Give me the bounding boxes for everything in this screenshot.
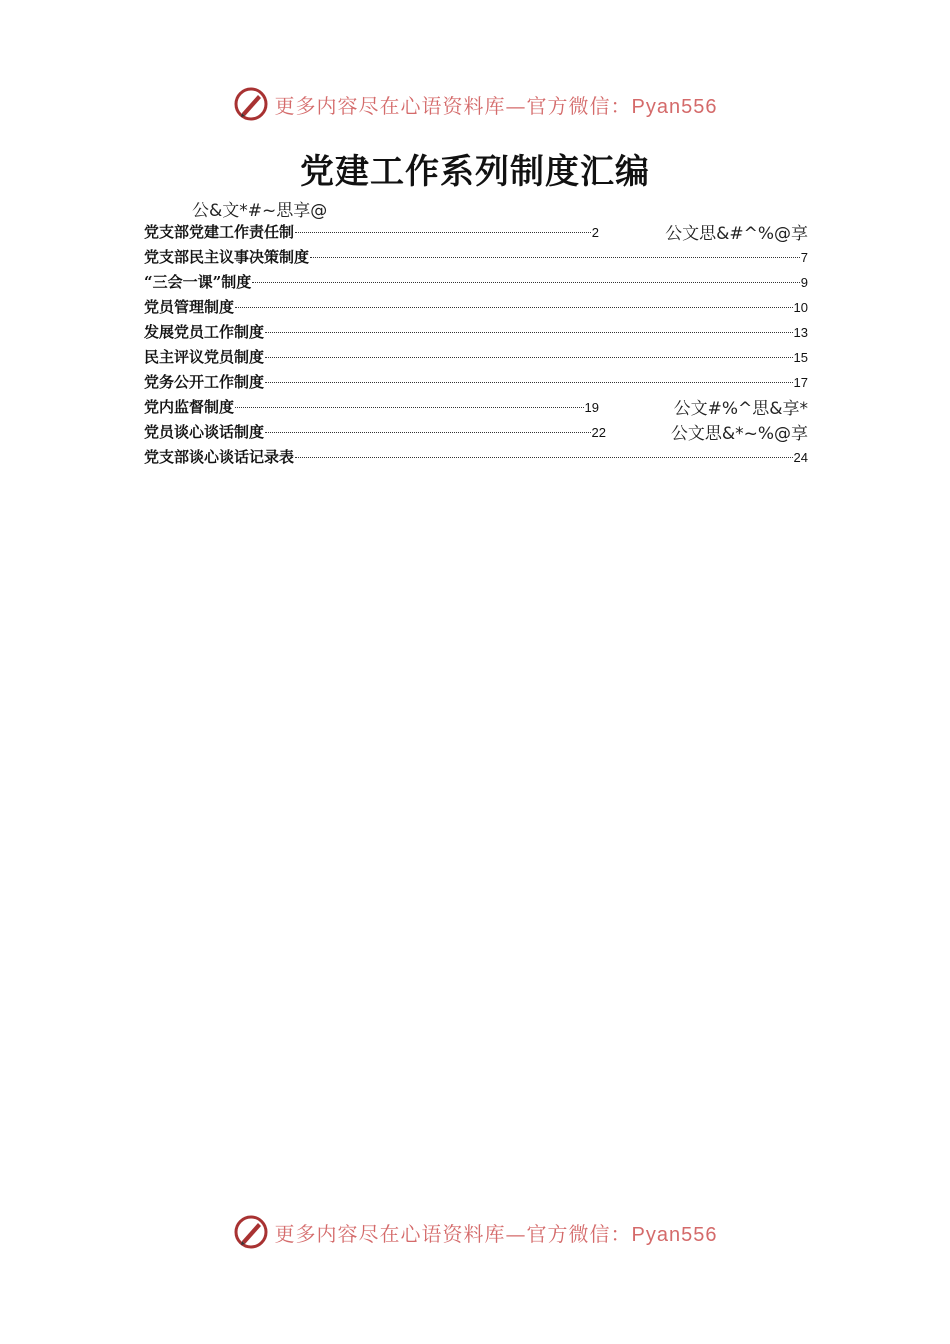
toc-entry-title: 民主评议党员制度 xyxy=(144,348,265,366)
toc-entry-title: 党支部谈心谈话记录表 xyxy=(144,448,295,466)
toc-entry[interactable] xyxy=(144,445,808,470)
toc-entry-title: “三会一课”制度 xyxy=(144,273,252,291)
toc-entry-page: 2 xyxy=(591,225,599,240)
toc-entry[interactable] xyxy=(144,270,808,295)
toc-entry-page: 24 xyxy=(793,450,808,465)
toc-entry-title: 党员管理制度 xyxy=(144,298,235,316)
document-title: 党建工作系列制度汇编 xyxy=(300,152,650,192)
toc-entry-page: 22 xyxy=(591,425,606,440)
toc-entry-title: 发展党员工作制度 xyxy=(144,323,265,341)
table-of-contents xyxy=(144,220,808,470)
toc-leader-dots xyxy=(295,232,591,233)
toc-entry-page: 7 xyxy=(800,250,808,265)
toc-entry-page: 17 xyxy=(793,375,808,390)
header-banner xyxy=(0,84,950,124)
pen-logo-icon xyxy=(233,86,269,122)
toc-entry-page: 9 xyxy=(800,275,808,290)
toc-leader-dots xyxy=(265,432,591,433)
banner-main-text: 更多内容尽在心语资料库—官方微信： xyxy=(274,93,632,118)
toc-entry[interactable] xyxy=(144,245,808,270)
toc-leader-dots xyxy=(295,457,793,458)
banner-wechat-id: Pyan556 xyxy=(631,1223,718,1246)
toc-entry[interactable] xyxy=(144,345,808,370)
toc-leader-dots xyxy=(252,282,800,283)
toc-entry-page: 10 xyxy=(793,300,808,315)
watermark-text: 公文思&#^%@享 xyxy=(665,224,808,244)
banner-text xyxy=(275,90,718,119)
toc-entry-title: 党支部党建工作责任制 xyxy=(144,223,295,241)
toc-entry-page: 13 xyxy=(793,325,808,340)
toc-entry-page: 15 xyxy=(793,350,808,365)
footer-banner xyxy=(0,1212,950,1252)
toc-entry-title: 党内监督制度 xyxy=(144,398,235,416)
toc-leader-dots xyxy=(310,257,800,258)
toc-entry[interactable] xyxy=(144,420,606,445)
toc-leader-dots xyxy=(235,307,793,308)
toc-entry[interactable] xyxy=(144,370,808,395)
toc-entry-title: 党员谈心谈话制度 xyxy=(144,423,265,441)
watermark-text: 公&文*#~思享@ xyxy=(192,201,328,221)
toc-entry[interactable] xyxy=(144,295,808,320)
toc-entry-title: 党务公开工作制度 xyxy=(144,373,265,391)
toc-entry[interactable] xyxy=(144,220,599,245)
toc-leader-dots xyxy=(265,357,793,358)
toc-leader-dots xyxy=(265,382,793,383)
toc-entry[interactable] xyxy=(144,320,808,345)
toc-leader-dots xyxy=(265,332,793,333)
toc-entry-page: 19 xyxy=(584,400,599,415)
banner-wechat-id: Pyan556 xyxy=(631,95,718,118)
toc-entry[interactable] xyxy=(144,395,599,420)
toc-entry-title: 党支部民主议事决策制度 xyxy=(144,248,310,266)
watermark-text: 公文#%^思&享* xyxy=(673,399,808,419)
toc-leader-dots xyxy=(235,407,584,408)
banner-text xyxy=(275,1218,718,1247)
pen-logo-icon xyxy=(233,1214,269,1250)
watermark-text: 公文思&*~%@享 xyxy=(670,424,808,444)
banner-main-text: 更多内容尽在心语资料库—官方微信： xyxy=(274,1221,632,1246)
